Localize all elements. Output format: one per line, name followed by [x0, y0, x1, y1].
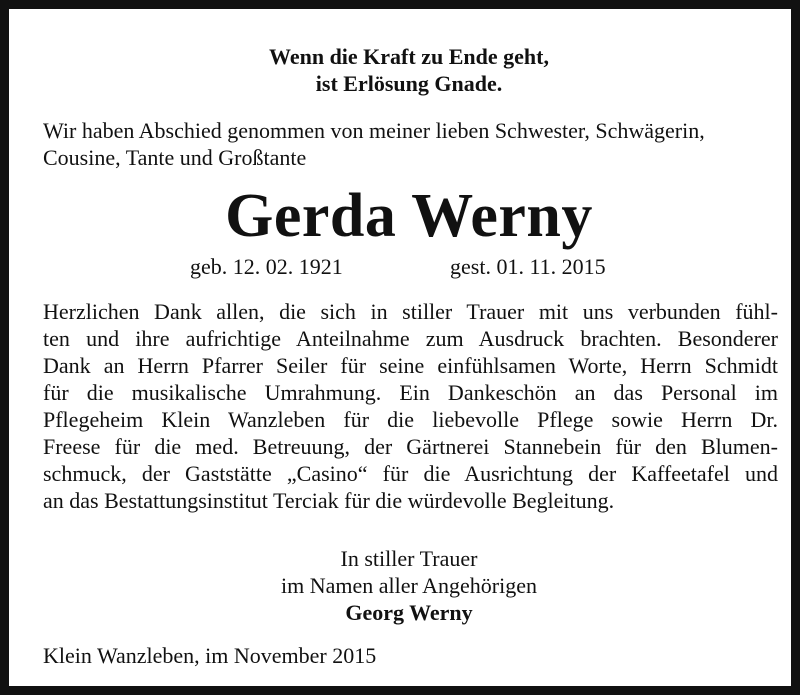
place-and-date: Klein Wanzleben, im November 2015: [43, 643, 377, 668]
thanks-line: Freese für die med. Betreuung, der Gärtnerei Stannebein für den Blumen-: [43, 434, 778, 459]
motto-line-2: ist Erlösung Gnade.: [315, 71, 503, 96]
intro-line-2: Cousine, Tante und Großtante: [43, 145, 307, 170]
thanks-line: schmuck, der Gaststätte „Casino“ für die Ausrichtung der Kaffeetafel und: [43, 461, 778, 486]
thanks-line: Dank an Herrn Pfarrer Seiler für seine einfühlsamen Worte, Herrn Schmidt: [43, 353, 778, 378]
closing-line-1: In stiller Trauer: [340, 546, 478, 571]
death-date: gest. 01. 11. 2015: [450, 254, 606, 279]
thanks-line: an das Bestattungsinstitut Terciak für die würdevolle Begleitung.: [43, 488, 615, 513]
deceased-name: Gerda Werny: [225, 182, 593, 250]
thanks-line: ten und ihre aufrichtige Anteilnahme zum Ausdruck brachten. Besonderer: [43, 326, 778, 351]
motto-line-1: Wenn die Kraft zu Ende geht,: [269, 44, 549, 69]
closing-block: [9, 545, 800, 626]
thanks-line: Herzlichen Dank allen, die sich in stiller Trauer mit uns verbunden fühl-: [43, 299, 778, 324]
thanks-paragraph: [43, 298, 778, 514]
closing-line-2: im Namen aller Angehörigen: [281, 573, 537, 598]
signer-name: Georg Werny: [345, 600, 473, 625]
intro-line-1: Wir haben Abschied genommen von meiner lieben Schwester, Schwägerin,: [43, 118, 705, 143]
motto: [9, 43, 800, 97]
thanks-line: Pflegeheim Klein Wanzleben für die liebevolle Pflege sowie Herrn Dr.: [43, 407, 778, 432]
intro-text: [43, 117, 783, 171]
birth-date: geb. 12. 02. 1921: [190, 254, 343, 279]
thanks-line: für die musikalische Umrahmung. Ein Dankeschön an das Personal im: [43, 380, 778, 405]
